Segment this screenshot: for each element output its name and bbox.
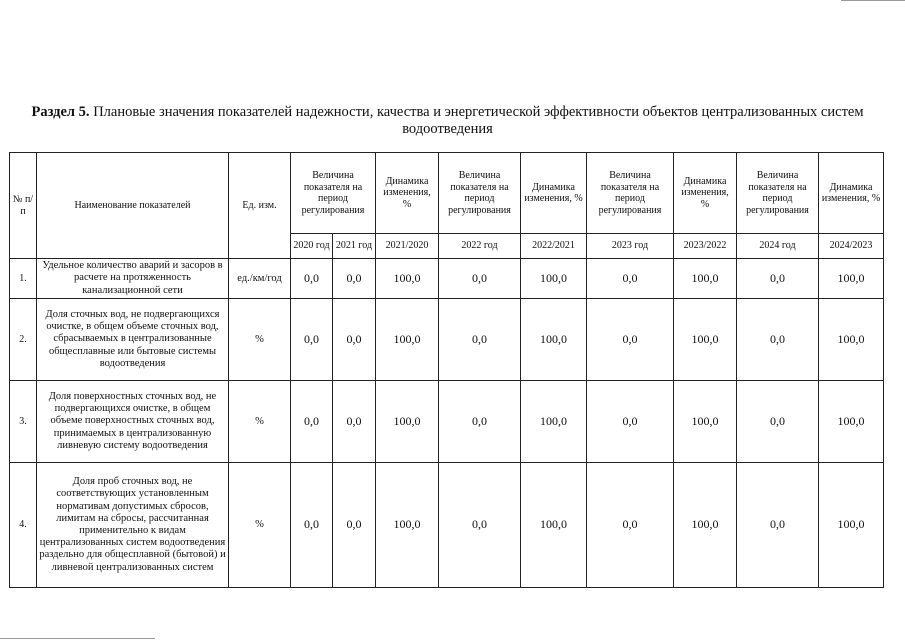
table-row — [10, 259, 884, 299]
row-value: 100,0 — [376, 381, 439, 463]
row-value: 0,0 — [333, 463, 376, 588]
row-value: 0,0 — [737, 259, 819, 299]
row-name: Доля сточных вод, не подвергающихся очистке, в общем объеме сточных вод, сбрасываемых в централизованные общесплавные или бытовые системы водоотведения — [37, 299, 229, 381]
row-value: 100,0 — [674, 463, 737, 588]
row-num: 4. — [10, 463, 37, 588]
subheader-2020: 2020 год — [291, 234, 333, 259]
row-value: 100,0 — [521, 463, 587, 588]
subheader-2022: 2022 год — [439, 234, 521, 259]
row-value: 100,0 — [819, 299, 884, 381]
row-value: 0,0 — [587, 381, 674, 463]
row-unit: ед./км/год — [229, 259, 291, 299]
table-row — [10, 299, 884, 381]
row-value: 100,0 — [521, 299, 587, 381]
row-value: 0,0 — [439, 299, 521, 381]
header-dynamics-4: Динамика изменения, % — [819, 153, 884, 234]
row-value: 0,0 — [291, 463, 333, 588]
header-value-period-2: Величина показателя на период регулирования — [439, 153, 521, 234]
row-value: 0,0 — [291, 381, 333, 463]
row-value: 100,0 — [819, 259, 884, 299]
row-value: 100,0 — [674, 381, 737, 463]
row-value: 100,0 — [521, 381, 587, 463]
row-value: 0,0 — [587, 299, 674, 381]
subheader-2021: 2021 год — [333, 234, 376, 259]
header-dynamics-2: Динамика изменения, % — [521, 153, 587, 234]
row-value: 0,0 — [439, 463, 521, 588]
section-title — [20, 104, 875, 138]
row-unit: % — [229, 463, 291, 588]
row-value: 0,0 — [333, 381, 376, 463]
scan-edge-line-bottom — [0, 638, 155, 639]
table-row — [10, 381, 884, 463]
row-value: 0,0 — [333, 299, 376, 381]
row-name: Доля поверхностных сточных вод, не подвергающихся очистке, в общем объеме поверхностных сточных вод, принимаемых в централизованную ливневую систему водоотведения — [37, 381, 229, 463]
subheader-2024: 2024 год — [737, 234, 819, 259]
row-name: Доля проб сточных вод, не соответствующих установленным нормативам допустимых сбросов, лимитам на сбросы, рассчитанная применительно к видам централизованных систем водоотведения раздельно для общесплавной (бытовой) и ливневой централизованных систем — [37, 463, 229, 588]
row-value: 100,0 — [376, 299, 439, 381]
row-value: 100,0 — [521, 259, 587, 299]
row-unit: % — [229, 299, 291, 381]
header-name: Наименование показателей — [37, 153, 229, 259]
row-value: 0,0 — [737, 381, 819, 463]
row-value: 0,0 — [439, 381, 521, 463]
row-value: 0,0 — [439, 259, 521, 299]
row-value: 0,0 — [587, 259, 674, 299]
row-value: 0,0 — [333, 259, 376, 299]
section-title-text: Плановые значения показателей надежности, качества и энергетической эффективности объектов централизованных систем водоотведения — [89, 104, 864, 137]
header-dynamics-1: Динамика изменения, % — [376, 153, 439, 234]
scan-edge-line-top — [841, 0, 905, 1]
row-value: 0,0 — [587, 463, 674, 588]
header-num: № п/п — [10, 153, 37, 259]
row-value: 0,0 — [291, 259, 333, 299]
row-num: 3. — [10, 381, 37, 463]
table-row — [10, 463, 884, 588]
subheader-2024-2023: 2024/2023 — [819, 234, 884, 259]
row-value: 100,0 — [674, 259, 737, 299]
row-value: 100,0 — [376, 463, 439, 588]
row-value: 0,0 — [737, 299, 819, 381]
header-value-period-3: Величина показателя на период регулирования — [587, 153, 674, 234]
row-value: 100,0 — [674, 299, 737, 381]
row-num: 2. — [10, 299, 37, 381]
row-unit: % — [229, 381, 291, 463]
row-name: Удельное количество аварий и засоров в расчете на протяженность канализационной сети — [37, 259, 229, 299]
subheader-2022-2021: 2022/2021 — [521, 234, 587, 259]
header-dynamics-3: Динамика изменения, % — [674, 153, 737, 234]
header-value-period-4: Величина показателя на период регулирования — [737, 153, 819, 234]
section-title-prefix: Раздел 5. — [31, 104, 90, 120]
row-value: 100,0 — [819, 463, 884, 588]
row-value: 100,0 — [376, 259, 439, 299]
subheader-2023: 2023 год — [587, 234, 674, 259]
row-value: 0,0 — [291, 299, 333, 381]
header-unit: Ед. изм. — [229, 153, 291, 259]
indicators-table — [9, 152, 884, 588]
header-row-1 — [10, 153, 884, 234]
row-value: 100,0 — [819, 381, 884, 463]
subheader-2021-2020: 2021/2020 — [376, 234, 439, 259]
row-value: 0,0 — [737, 463, 819, 588]
row-num: 1. — [10, 259, 37, 299]
header-value-period-1: Величина показателя на период регулирования — [291, 153, 376, 234]
subheader-2023-2022: 2023/2022 — [674, 234, 737, 259]
